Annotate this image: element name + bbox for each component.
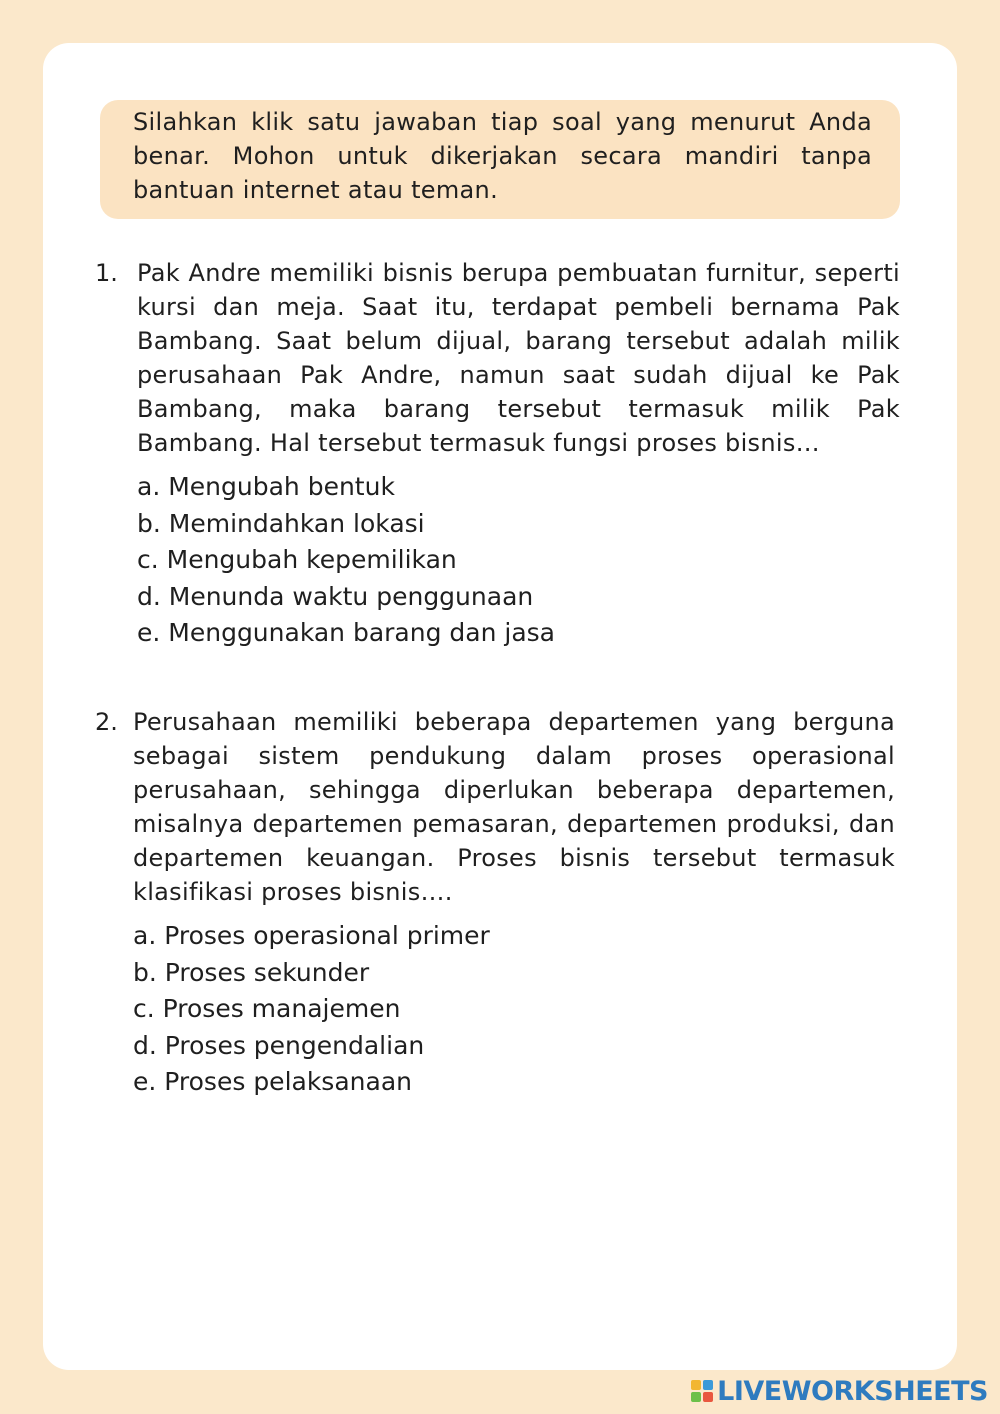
question-number: 2.	[95, 708, 118, 736]
answer-option-d[interactable]: d. Proses pengendalian	[133, 1030, 425, 1060]
question-1	[95, 256, 900, 652]
question-text: Pak Andre memiliki bisnis berupa pembuatan furnitur, seperti kursi dan meja. Saat itu, terdapat pembeli bernama Pak Bambang. Saat belum dijual, barang tersebut adalah milik perusahaan Pak Andre, namun saat sudah dijual ke Pak Bambang, maka barang tersebut termasuk milik Pak Bambang. Hal tersebut termasuk fungsi proses bisnis…	[137, 259, 900, 457]
answer-option-c[interactable]: c. Mengubah kepemilikan	[137, 545, 457, 575]
liveworksheets-footer	[691, 1375, 988, 1407]
liveworksheets-brand: LIVEWORKSHEETS	[717, 1375, 988, 1407]
logo-tile	[691, 1380, 701, 1390]
instruction-box	[100, 100, 900, 219]
question-text: Perusahaan memiliki beberapa departemen yang berguna sebagai sistem pendukung dalam proses operasional perusahaan, sehingga diperlukan beberapa departemen, misalnya departemen pemasaran, departemen produksi, dan departemen keuangan. Proses bisnis tersebut termasuk klasifikasi proses bisnis….	[133, 708, 895, 906]
answer-option-a[interactable]: a. Mengubah bentuk	[137, 472, 395, 501]
answer-option-e[interactable]: e. Proses pelaksanaan	[133, 1067, 412, 1097]
logo-tile	[703, 1392, 713, 1402]
answer-option-d[interactable]: d. Menunda waktu penggunaan	[137, 581, 534, 611]
answer-option-c[interactable]: c. Proses manajemen	[133, 994, 401, 1024]
logo-tile	[703, 1380, 713, 1390]
answer-option-e[interactable]: e. Menggunakan barang dan jasa	[137, 618, 556, 648]
answer-option-a[interactable]: a. Proses operasional primer	[133, 921, 490, 950]
answer-options	[133, 918, 895, 1101]
question-number: 1.	[95, 259, 118, 287]
liveworksheets-logo-icon	[691, 1380, 713, 1402]
answer-options	[137, 469, 900, 652]
question-2	[95, 705, 895, 1101]
logo-tile	[691, 1392, 701, 1402]
instruction-text: Silahkan klik satu jawaban tiap soal yang menurut Anda benar. Mohon untuk dikerjakan secara mandiri tanpa bantuan internet atau teman.	[133, 108, 872, 204]
answer-option-b[interactable]: b. Memindahkan lokasi	[137, 508, 425, 538]
answer-option-b[interactable]: b. Proses sekunder	[133, 957, 370, 987]
